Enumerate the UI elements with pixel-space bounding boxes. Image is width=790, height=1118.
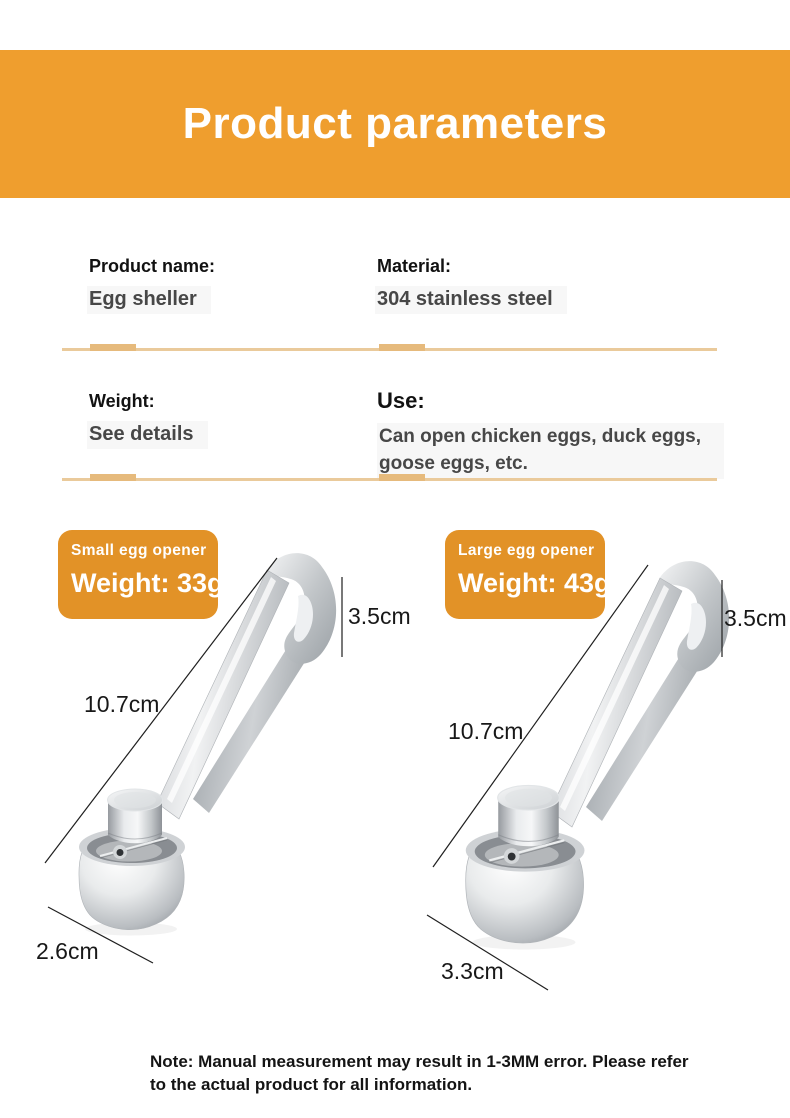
spec-value-weight: See details: [87, 421, 208, 449]
spec-value-material: 304 stainless steel: [375, 286, 567, 314]
spec-label-use: Use:: [377, 388, 425, 413]
dimension-label-height-large: 3.5cm: [724, 605, 787, 631]
badge-weight: Weight: 43g: [458, 568, 611, 598]
dimension-label-height-small: 3.5cm: [348, 603, 411, 629]
dimension-label-width-small: 2.6cm: [36, 938, 99, 964]
badge-weight: Weight: 33g: [71, 568, 224, 598]
page-title: Product parameters: [182, 99, 608, 148]
egg-opener-large-illustration: [466, 561, 729, 949]
spec-label-product-name: Product name:: [89, 256, 216, 276]
badge-title: Large egg opener: [458, 542, 595, 559]
badge-title: Small egg opener: [71, 542, 207, 559]
measurement-note: Note: Manual measurement may result in 1-3MM error. Please refer to the actual product for all information.: [150, 1052, 689, 1094]
badge-small-egg-opener: [58, 530, 224, 619]
spec-label-weight: Weight:: [89, 391, 155, 411]
dimension-label-length-small: 10.7cm: [84, 691, 160, 717]
badge-large-egg-opener: [445, 530, 611, 619]
spec-value-use: Can open chicken eggs, duck eggs, goose eggs, etc.: [377, 423, 724, 479]
spec-value-product-name: Egg sheller: [87, 286, 211, 314]
dimension-label-length-large: 10.7cm: [448, 718, 524, 744]
spec-label-material: Material:: [377, 256, 452, 276]
dimension-label-width-large: 3.3cm: [441, 958, 504, 984]
